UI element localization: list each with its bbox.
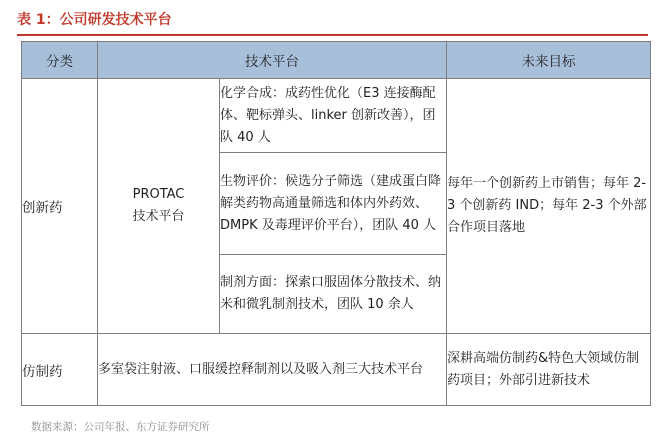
header-goal: 未来目标 — [447, 42, 651, 79]
rd-platform-table — [21, 41, 651, 406]
platform-cell — [98, 79, 220, 334]
detail-cell-formulation: 制剂方面：探索口服固体分散技术、纳米和微乳制剂技术，团队 10 余人 — [220, 255, 447, 334]
platform-cell: 多室袋注射液、口服缓控释制剂以及吸入剂三大技术平台 — [98, 334, 447, 406]
category-cell: 创新药 — [22, 79, 98, 334]
header-row — [22, 42, 651, 79]
category-cell: 仿制药 — [22, 334, 98, 406]
detail-cell-chemistry: 化学合成：成药性优化（E3 连接酶配体、靶标弹头、linker 创新改善），团队 40 人 — [220, 79, 447, 153]
header-platform: 技术平台 — [98, 42, 447, 79]
table-title: 表 1：公司研发技术平台 — [17, 12, 172, 28]
goal-cell: 深耕高端仿制药&特色大领域仿制药项目；外部引进新技术 — [447, 334, 651, 406]
table-row — [22, 79, 651, 153]
header-category: 分类 — [22, 42, 98, 79]
detail-cell-biology: 生物评价：候选分子筛选（建成蛋白降解类药物高通量筛选和体内外药效、DMPK 及毒理评价平台），团队 40 人 — [220, 153, 447, 255]
source-note: 数据来源：公司年报、东方证券研究所 — [31, 421, 210, 433]
title-rule — [17, 34, 648, 36]
goal-cell: 每年一个创新药上市销售；每年 2-3 个创新药 IND；每年 2-3 个外部合作项目落地 — [447, 79, 651, 334]
table-row — [22, 334, 651, 406]
platform-name: PROTAC — [132, 187, 185, 202]
platform-subtitle: 技术平台 — [132, 209, 185, 224]
